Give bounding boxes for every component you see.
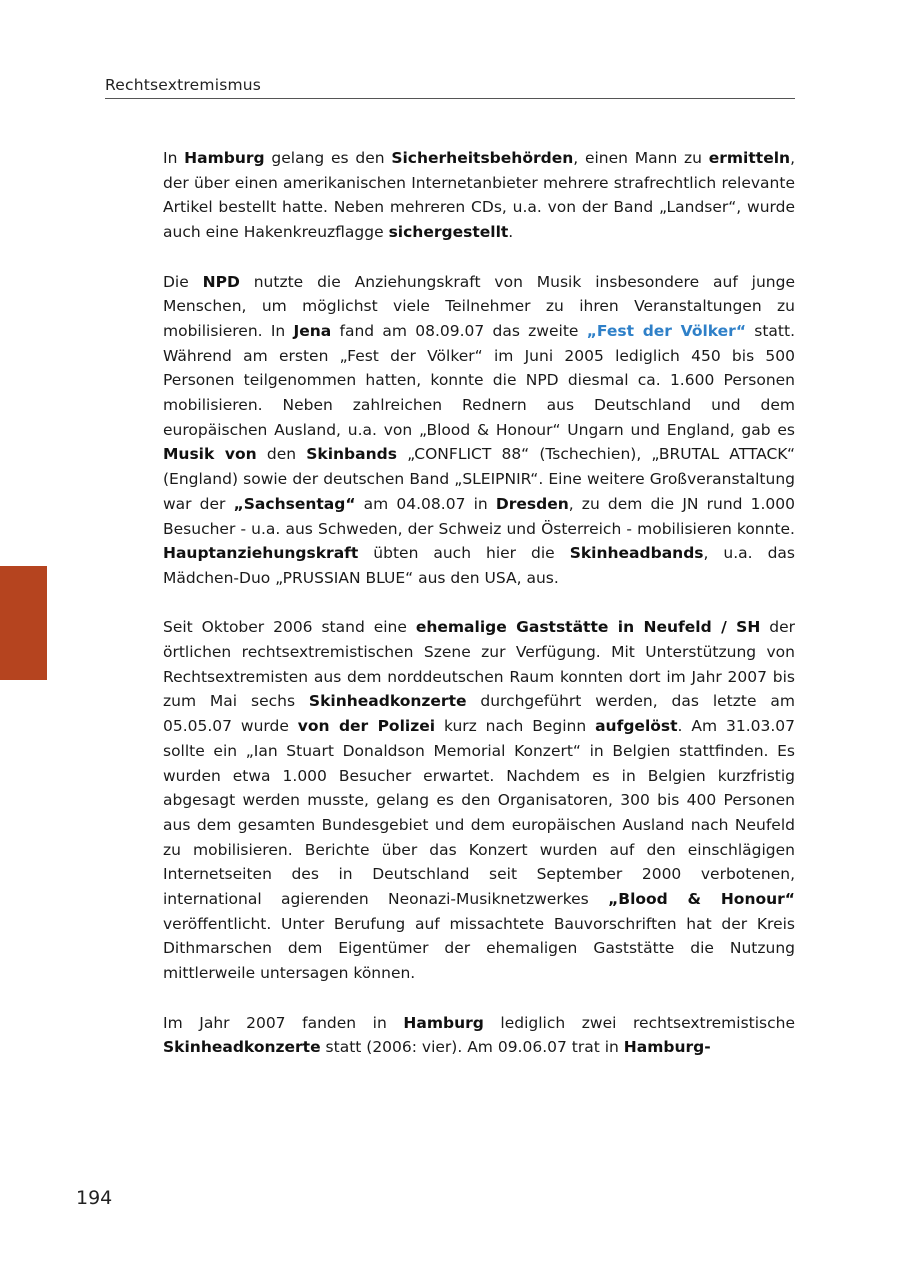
paragraph-npd-music: [163, 270, 795, 591]
text-run: durchgeführt werden, das letzte am 05.05.07 wurde: [163, 692, 795, 736]
text-run: statt (2006: vier). Am 09.06.07 trat in: [320, 1038, 624, 1057]
text-run: Seit Oktober 2006 stand eine: [163, 618, 416, 637]
text-run: den: [256, 445, 307, 464]
bold-term: aufgelöst: [595, 717, 678, 736]
paragraph-hamburg-seizure: [163, 146, 795, 245]
bold-term: Hauptanziehungskraft: [163, 544, 359, 563]
text-run: . Am 31.03.07 sollte ein „Ian Stuart Donaldson Memorial Konzert“ in Belgien stattfinden. Es wurden etwa 1.000 Besucher erwartet. Nachdem es in Belgien kurzfristig abgesagt werden musste, gelang es den Organisatoren, 300 bis 400 Personen aus dem gesamten Bundesgebiet und dem europäischen Ausland nach Neufeld zu mobilisieren. Berichte über das Konzert wurden auf den einschlägigen Internetseiten des in Deutschland seit September 2000 verbotenen, international agierenden Neonazi-Musiknetzwerkes: [163, 717, 795, 909]
bold-term: Hamburg-: [623, 1038, 711, 1057]
text-run: übten auch hier die: [358, 544, 570, 563]
event-link[interactable]: „Fest der Völker“: [586, 321, 747, 340]
text-run: am 04.08.07 in: [355, 494, 496, 513]
bold-term: Skinheadbands: [569, 544, 704, 563]
bold-term: Skinheadkonzerte: [308, 692, 467, 711]
running-head-title: Rechtsextremismus: [105, 76, 262, 94]
bold-term: ermitteln: [708, 149, 791, 167]
text-run: gelang es den: [264, 149, 392, 167]
bold-term: NPD: [202, 272, 240, 291]
paragraph-neufeld-venue: [163, 615, 795, 986]
bold-term: „Blood & Honour“: [608, 890, 795, 909]
bold-term: Sicherheitsbehörden: [391, 149, 574, 167]
paragraph-hamburg-concerts: [163, 1011, 795, 1060]
text-run: „CONFLICT 88“ (Tschechien), „BRUTAL ATTACK“ (England) sowie der deutschen Band „SLEIPNIR“. Eine weitere Großveranstaltung war der: [163, 445, 795, 513]
text-run: statt. Während am ersten „Fest der Völker“ im Juni 2005 lediglich 450 bis 500 Personen teilgenommen hatten, konnte die NPD diesmal ca. 1.600 Personen mobilisieren. Neben zahlreichen Rednern aus Deutschland und dem europäischen Ausland, u.a. von „Blood & Honour“ Ungarn und England, gab es: [163, 321, 796, 439]
text-run: kurz nach Beginn: [435, 717, 596, 736]
text-run: , der über einen amerikanischen Internetanbieter mehrere strafrechtlich relevante Artikel bestellt hatte. Neben mehreren CDs, u.a. von der Band „Landser“, wurde auch eine Hakenkreuzflagge: [163, 149, 795, 242]
bold-term: Jena: [293, 321, 332, 340]
bold-term: von der Polizei: [297, 717, 436, 736]
main-text-body: [163, 146, 795, 1085]
text-run: fand am 08.09.07 das zweite: [331, 321, 587, 340]
text-run: , u.a. das Mädchen-Duo „PRUSSIAN BLUE“ aus den USA, aus.: [163, 544, 795, 587]
bold-term: „Sachsentag“: [233, 494, 356, 513]
text-run: .: [508, 223, 514, 242]
bold-term: Musik von: [163, 445, 257, 464]
bold-term: ehemalige Gaststätte in Neufeld / SH: [415, 618, 761, 637]
text-run: Die: [163, 272, 203, 291]
bold-term: Hamburg: [184, 149, 265, 167]
header-divider: [105, 98, 795, 99]
bold-term: Skinbands: [306, 445, 397, 464]
text-run: lediglich zwei rechtsextremistische: [483, 1013, 795, 1032]
bold-term: sichergestellt: [388, 223, 509, 242]
text-run: nutzte die Anziehungskraft von Musik insbesondere auf junge Menschen, um möglichst viele Teilnehmer zu ihren Veranstaltungen zu mobilisieren. In: [163, 272, 795, 340]
text-run: der örtlichen rechtsextremistischen Szene zur Verfügung. Mit Unterstützung von Rechtsextremisten aus dem norddeutschen Raum konnten dort im Jahr 2007 bis zum Mai sechs: [163, 618, 795, 711]
text-run: In: [163, 149, 185, 167]
text-run: , einen Mann zu: [573, 149, 709, 167]
bold-term: Skinheadkonzerte: [163, 1038, 321, 1057]
bold-term: Dresden: [495, 494, 569, 513]
page-number: 194: [76, 1187, 113, 1209]
text-run: , zu dem die JN rund 1.000 Besucher - u.a. aus Schweden, der Schweiz und Österreich - mobilisieren konnte.: [163, 494, 795, 538]
text-run: Im Jahr 2007 fanden in: [163, 1013, 404, 1032]
text-run: veröffentlicht. Unter Berufung auf missachtete Bauvorschriften hat der Kreis Dithmarschen dem Eigentümer der ehemaligen Gaststätte die Nutzung mittlerweile untersagen können.: [163, 914, 795, 983]
bold-term: Hamburg: [403, 1013, 484, 1032]
chapter-color-tab: [0, 566, 47, 680]
